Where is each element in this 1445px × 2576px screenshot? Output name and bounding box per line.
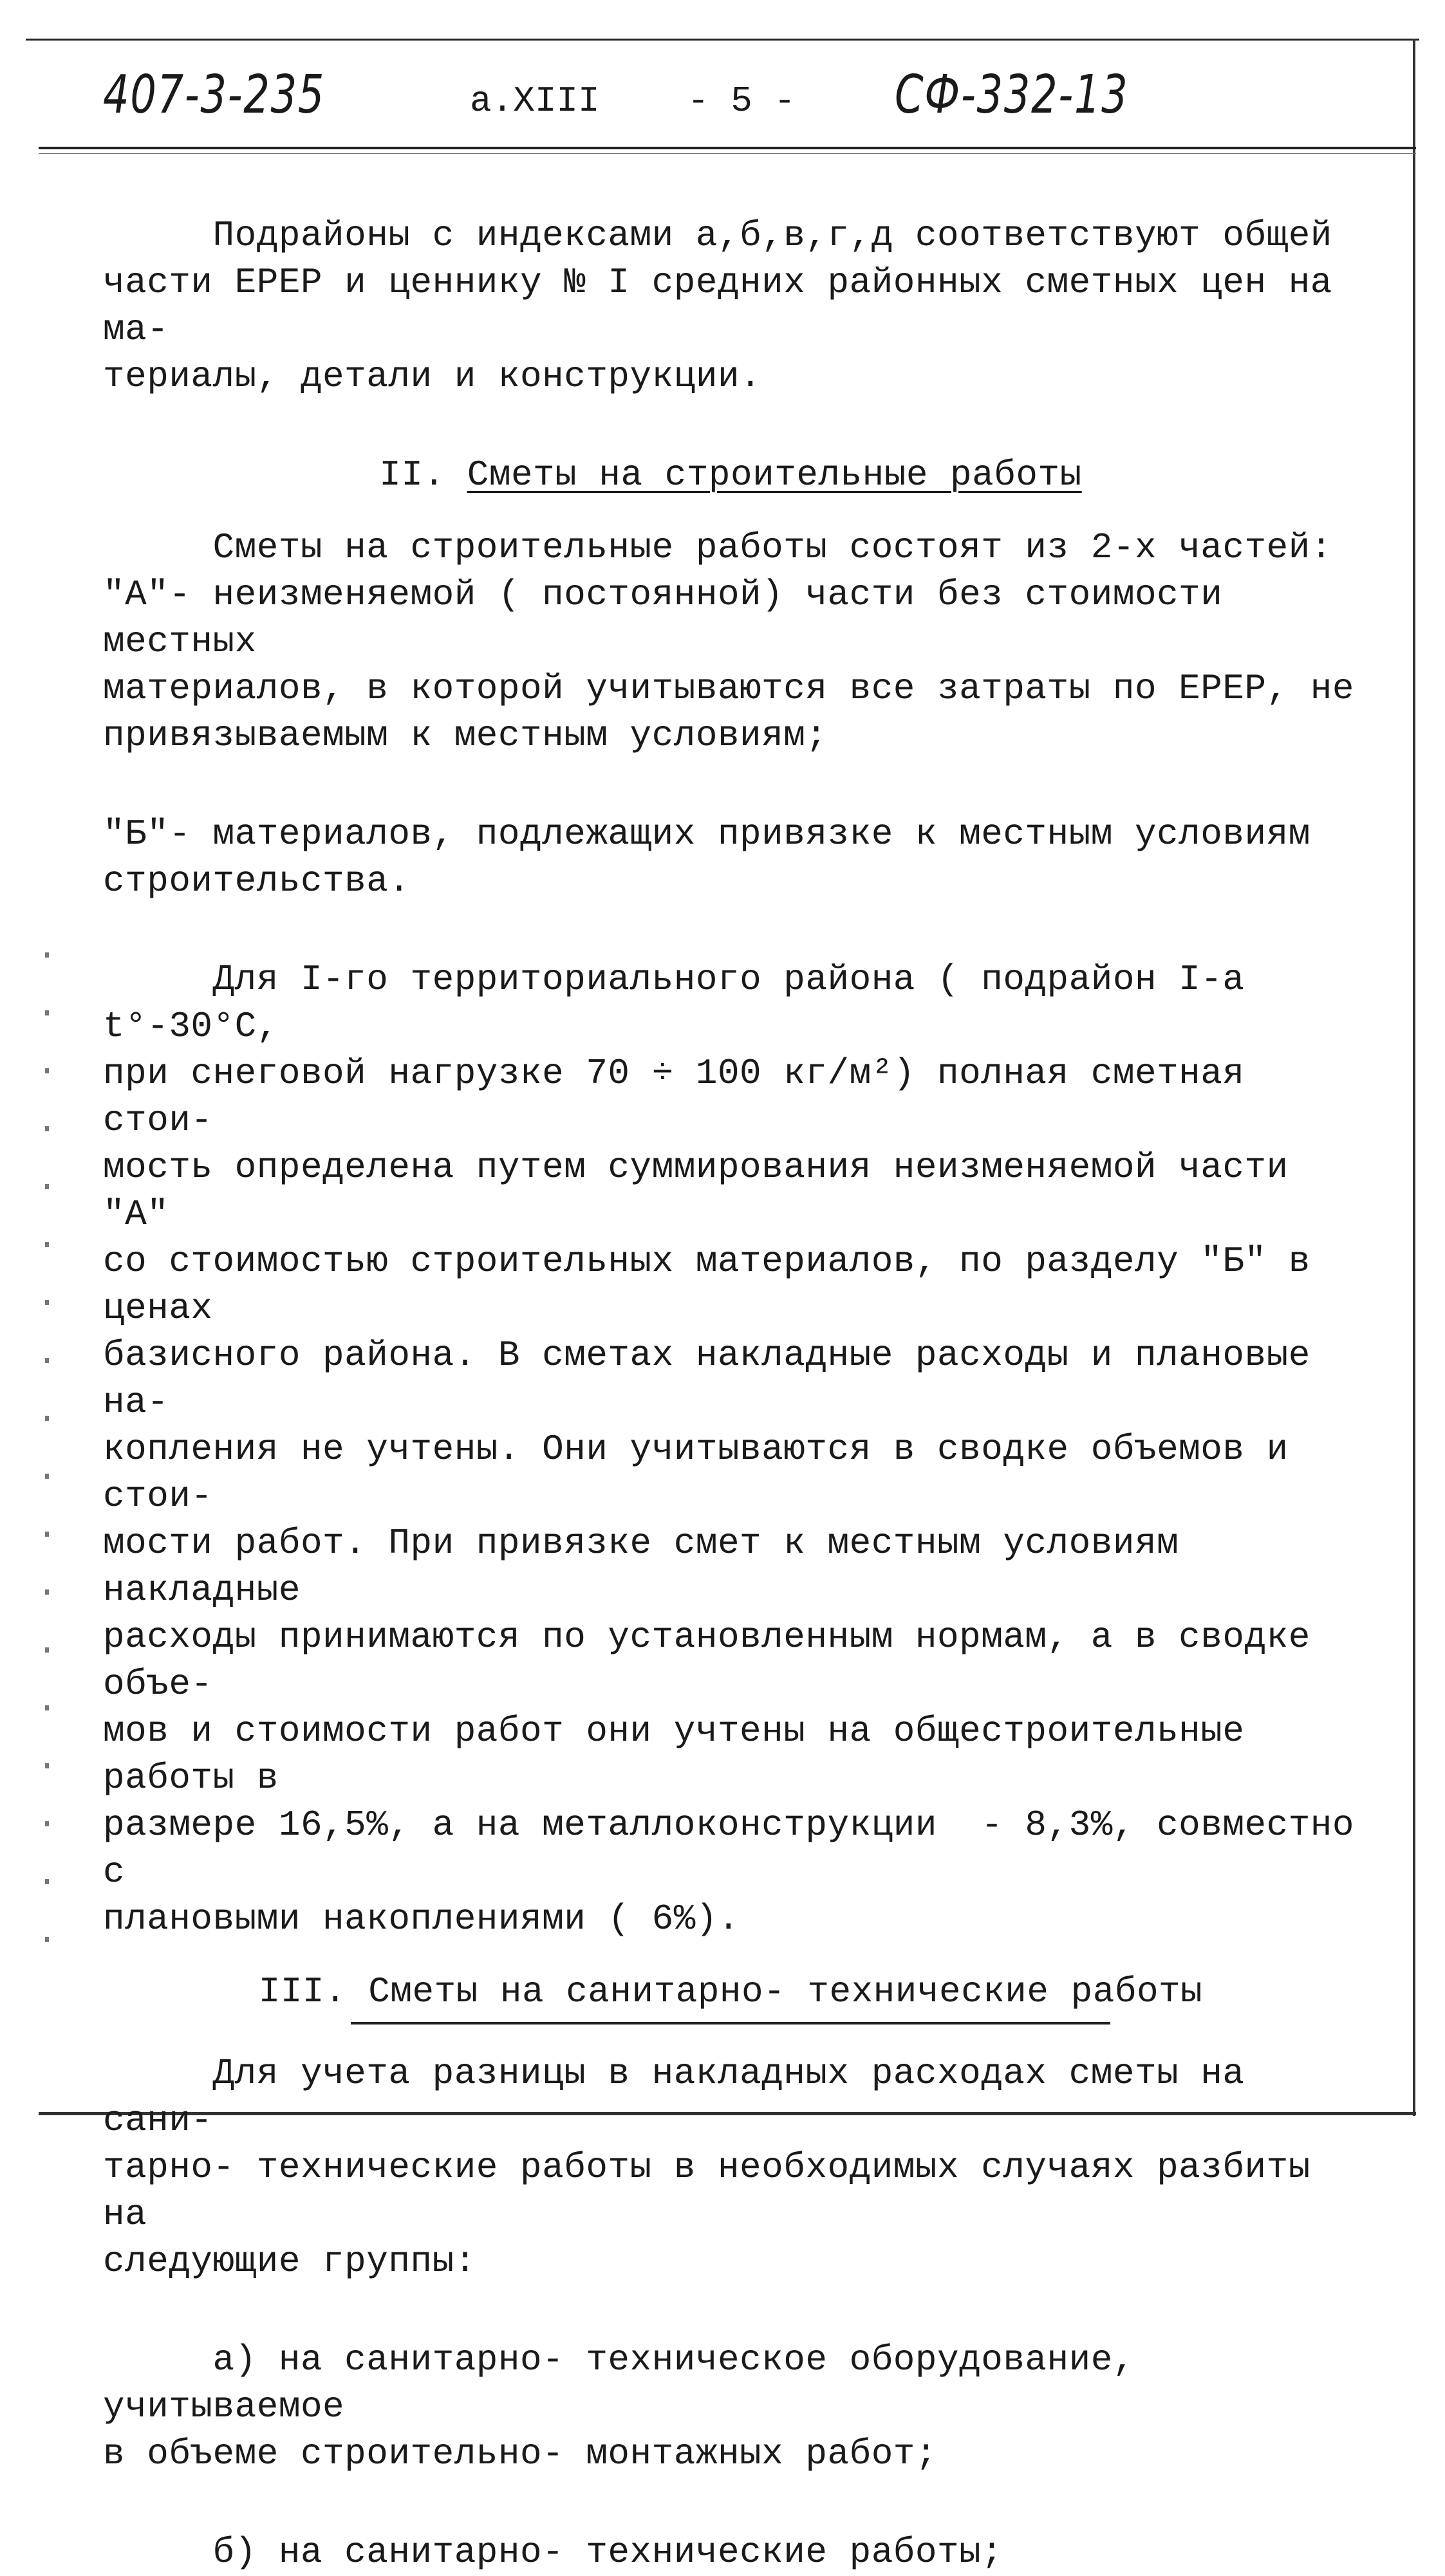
section-2-heading [103, 452, 1358, 499]
header-rule [39, 147, 1416, 149]
text-line: Для учета разницы в накладных расходах сметы на сани- [103, 2053, 1267, 2141]
binding-margin-marks [45, 952, 49, 1982]
page-number: - 5 - [687, 80, 796, 122]
text-line: тарно- технические работы в необходимых случаях разбиты на [103, 2147, 1332, 2235]
text-line: мости работ. При привязке смет к местным условиям накладные [103, 1523, 1201, 1611]
list-item-b [103, 2529, 1358, 2576]
text-line: части ЕРЕР и ценнику № I средних районных сметных цен на ма- [103, 262, 1355, 350]
text-line: а) на санитарно- техническое оборудование, учитываемое [103, 2339, 1157, 2427]
header-rule-thin [39, 153, 1416, 154]
text-line: материалов, в которой учитываются все затраты по ЕРЕР, не [103, 668, 1355, 709]
section-2-paragraph-3 [103, 956, 1377, 1943]
text-line: "Б"- материалов, подлежащих привязке к местным условиям [103, 813, 1310, 855]
section-2-paragraph-1 [103, 524, 1358, 759]
text-line: расходы принимаются по установленным нормам, а в сводке объе- [103, 1617, 1332, 1705]
section-3-paragraph-1 [103, 2050, 1358, 2285]
text-line: мость определена путем суммирования неизменяемой части "А" [103, 1147, 1310, 1235]
text-line: Для I-го территориального района ( подрайон I-а t°-30°С, [103, 959, 1267, 1047]
intro-paragraph [103, 212, 1358, 400]
text-line: мов и стоимости работ они учтены на общестроительные работы в [103, 1710, 1267, 1799]
section-2-title: Сметы на строительные работы [467, 454, 1082, 496]
text-line: со стоимостью строительных материалов, по разделу "Б" в ценах [103, 1241, 1332, 1329]
page-right-border [1413, 39, 1415, 2116]
sheet-reference: СФ-332-13 [895, 64, 1129, 125]
text-line: следующие группы: [103, 2241, 476, 2282]
text-line: б) на санитарно- технические работы; [103, 2532, 1003, 2573]
text-line: "А"- неизменяемой ( постоянной) части без стоимости местных [103, 574, 1245, 662]
text-line: Подрайоны с индексами а,б,в,г,д соответствуют общей [103, 215, 1332, 256]
text-line: базисного района. В сметах накладные расходы и плановые на- [103, 1335, 1332, 1423]
text-line: копления не учтены. Они учитываются в сводке объемов и стои- [103, 1429, 1310, 1517]
text-line: при снеговой нагрузке 70 ÷ 100 кг/м²) полная сметная стои- [103, 1053, 1267, 1141]
text-line: размере 16,5%, а на металлоконструкции - 8,3%, совместно с [103, 1804, 1377, 1893]
section-3-heading: III. Сметы на санитарно- технические работы [258, 1971, 1203, 2012]
text-line: Сметы на строительные работы состоят из 2-х частей: [103, 527, 1332, 568]
document-code: 407-3-235 [103, 64, 326, 125]
section-2-paragraph-2 [103, 811, 1358, 905]
text-line: териалы, детали и конструкции. [103, 356, 762, 397]
text-line: плановыми накоплениями ( 6%). [103, 1898, 740, 1940]
text-line: строительства. [103, 860, 411, 902]
album-number: а.XIII [470, 80, 600, 122]
document-body [103, 212, 1377, 2576]
list-item-a [103, 2337, 1358, 2478]
text-line: в объеме строительно- монтажных работ; [103, 2433, 938, 2474]
section-2-number: II. [379, 454, 445, 496]
text-line: привязываемым к местным условиям; [103, 715, 828, 756]
